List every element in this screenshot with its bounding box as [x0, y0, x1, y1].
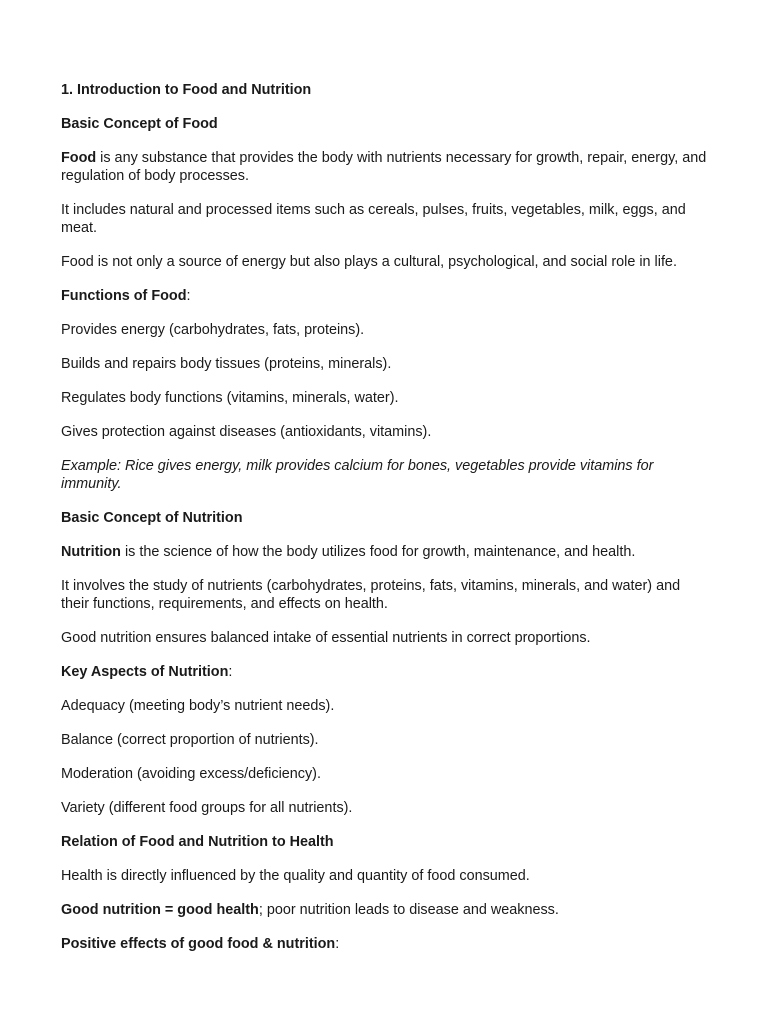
document-title: 1. Introduction to Food and Nutrition	[61, 82, 312, 98]
food-definition-text: is any substance that provides the body with nutrients necessary for growth, repair, energy, and regulation of body processes.	[61, 150, 707, 184]
good-nutrition-statement: Good nutrition = good health; poor nutrition leads to disease and weakness.	[61, 902, 559, 918]
list-item: Adequacy (meeting body’s nutrient needs).	[61, 698, 335, 714]
list-item: Regulates body functions (vitamins, minerals, water).	[61, 390, 399, 406]
document-content	[61, 81, 711, 969]
section-heading-health: Relation of Food and Nutrition to Health	[61, 834, 334, 850]
list-item: Balance (correct proportion of nutrients).	[61, 732, 319, 748]
section-heading-nutrition: Basic Concept of Nutrition	[61, 510, 243, 526]
list-item: Builds and repairs body tissues (proteins, minerals).	[61, 356, 392, 372]
paragraph: Food is not only a source of energy but also plays a cultural, psychological, and social role in life.	[61, 254, 677, 270]
list-item: Variety (different food groups for all nutrients).	[61, 800, 353, 816]
section-heading-food: Basic Concept of Food	[61, 116, 218, 132]
paragraph: Health is directly influenced by the quality and quantity of food consumed.	[61, 868, 530, 884]
nutrition-definition-text: is the science of how the body utilizes food for growth, maintenance, and health.	[120, 544, 636, 560]
positive-effects-label: Positive effects of good food & nutrition:	[61, 936, 340, 952]
paragraph: It includes natural and processed items such as cereals, pulses, fruits, vegetables, milk, eggs, and meat.	[61, 202, 686, 236]
functions-of-food-label: Functions of Food:	[61, 288, 191, 304]
list-item: Provides energy (carbohydrates, fats, proteins).	[61, 322, 365, 338]
nutrition-definition	[61, 543, 711, 561]
nutrition-term: Nutrition	[61, 544, 121, 560]
food-term: Food	[61, 150, 97, 166]
paragraph: Good nutrition ensures balanced intake of essential nutrients in correct proportions.	[61, 630, 591, 646]
key-aspects-label: Key Aspects of Nutrition:	[61, 664, 233, 680]
food-definition	[61, 149, 711, 185]
paragraph: It involves the study of nutrients (carbohydrates, proteins, fats, vitamins, minerals, and water) and their functions, requirements, and effects on health.	[61, 578, 681, 612]
food-example: Example: Rice gives energy, milk provides calcium for bones, vegetables provide vitamins for immunity.	[61, 458, 654, 492]
list-item: Moderation (avoiding excess/deficiency).	[61, 766, 321, 782]
list-item: Gives protection against diseases (antioxidants, vitamins).	[61, 424, 432, 440]
